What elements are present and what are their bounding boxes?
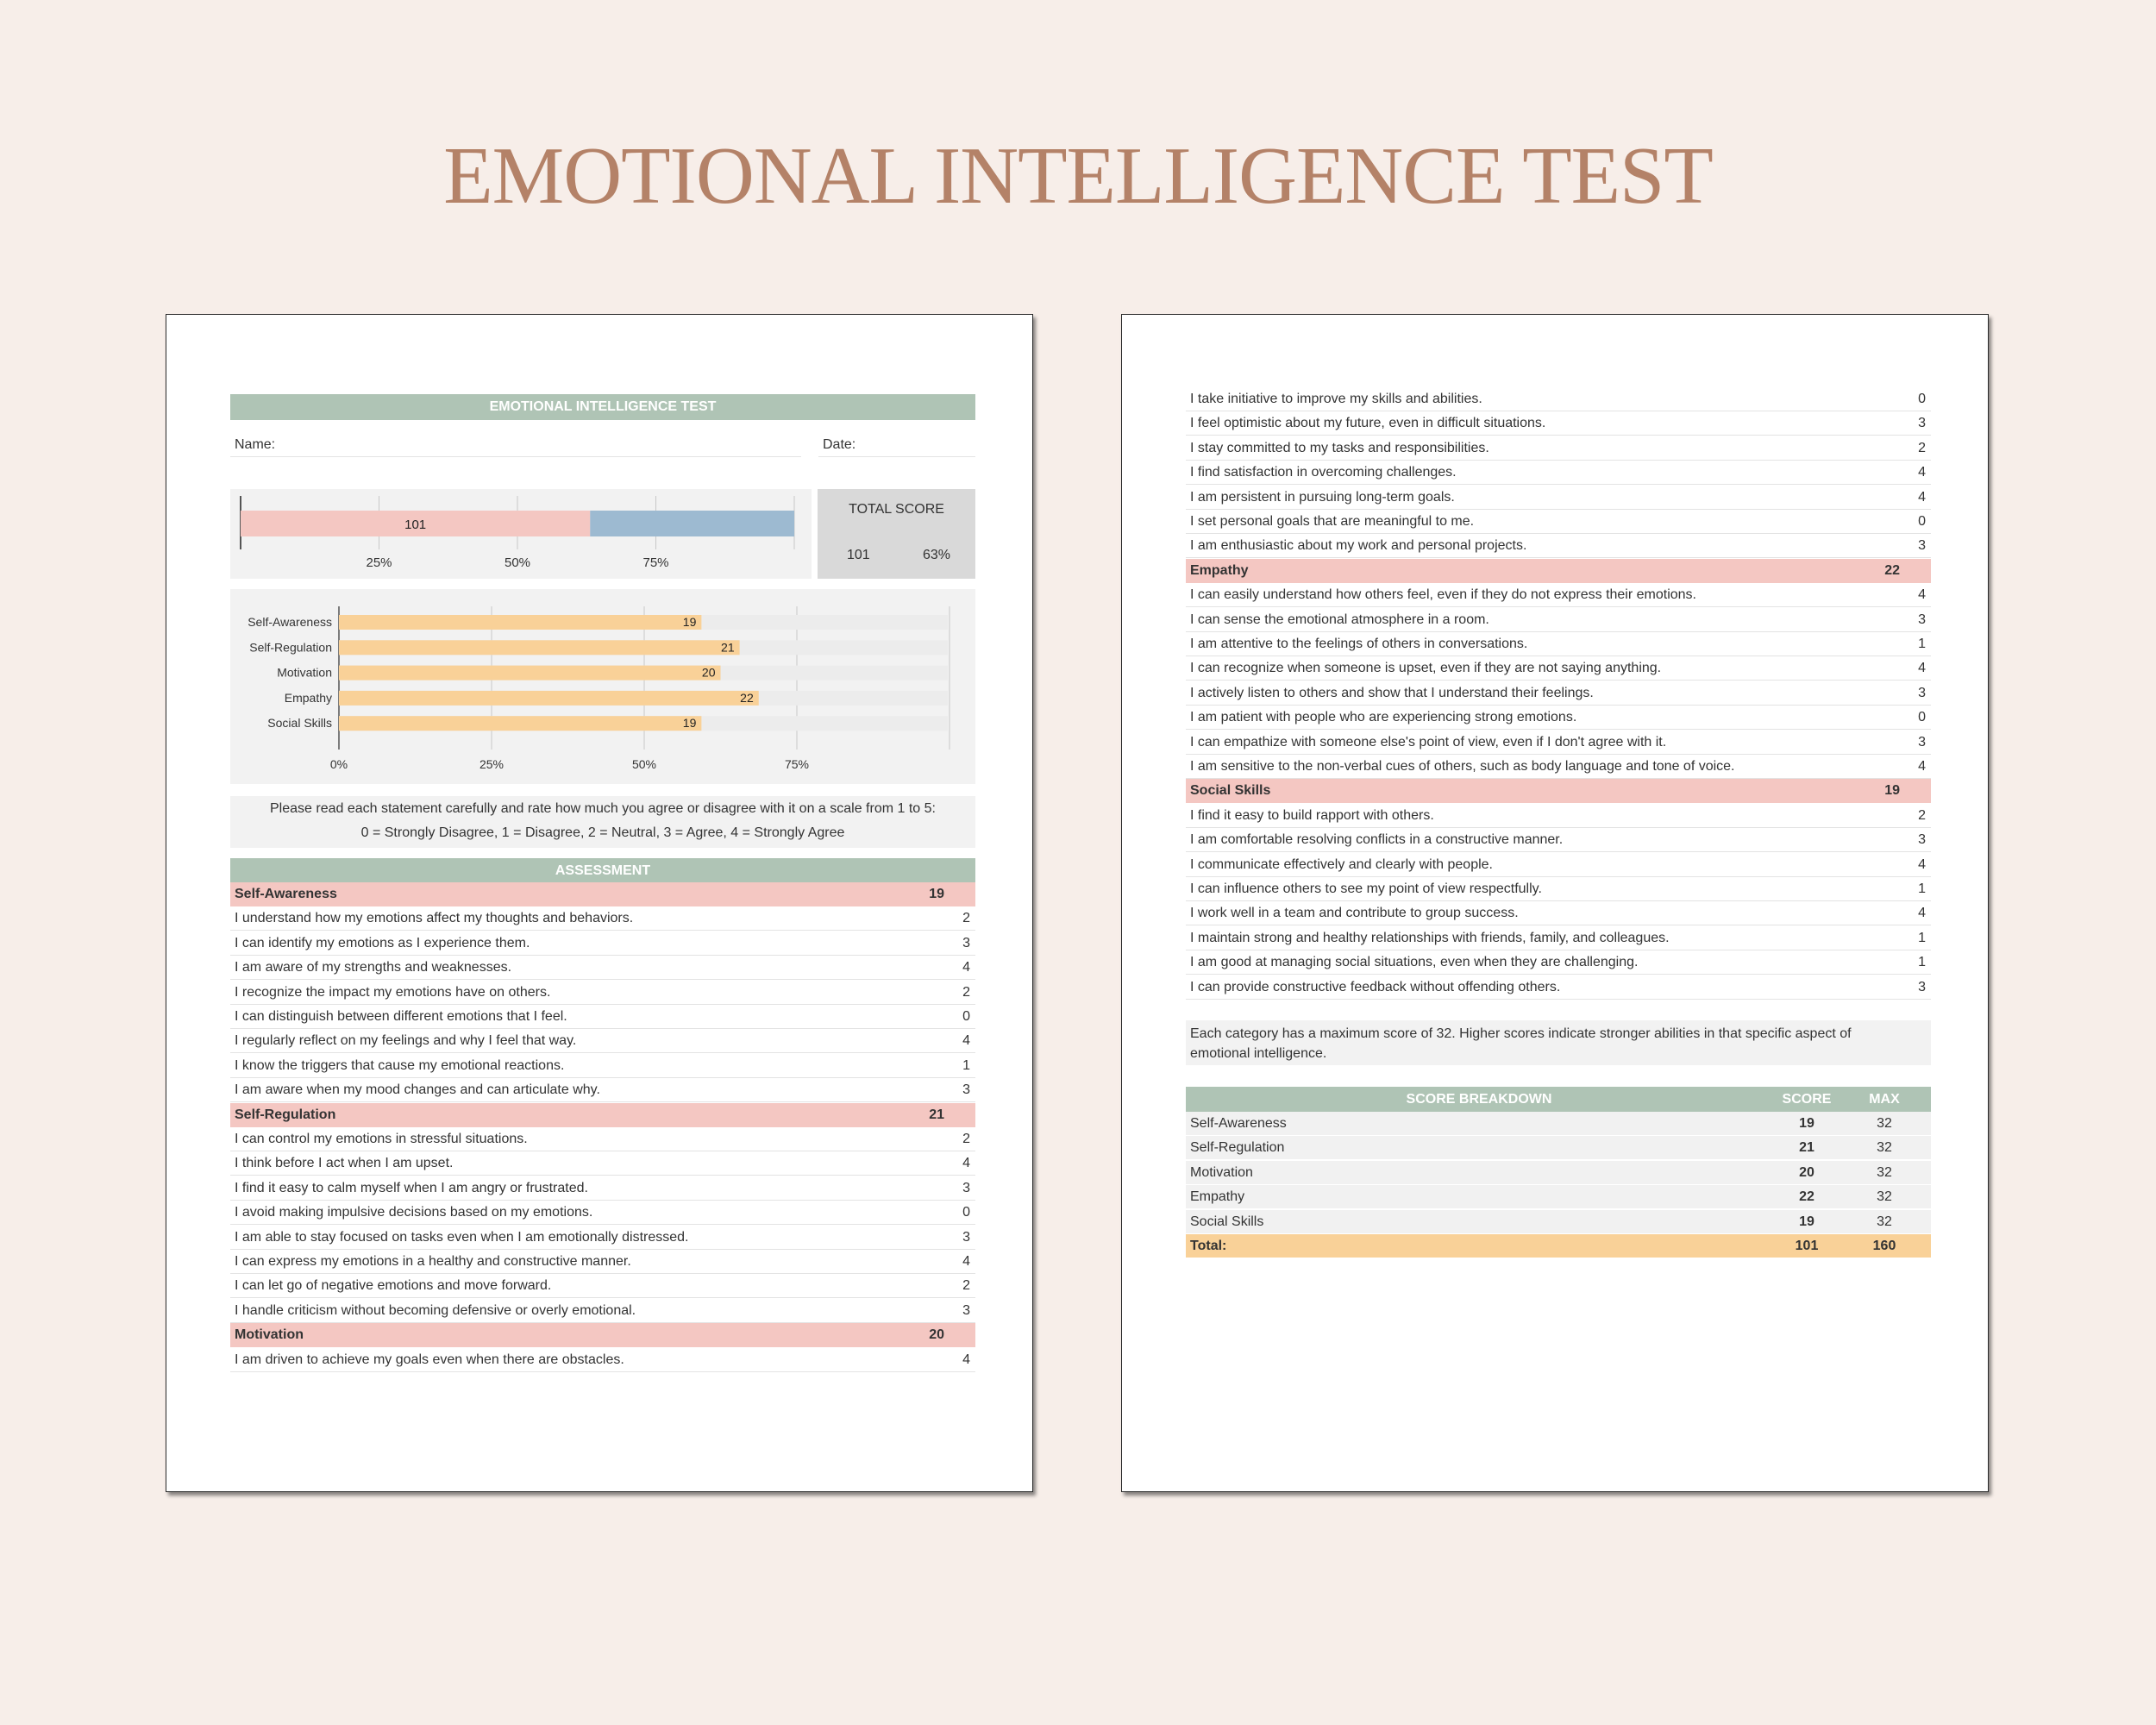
statement-row [1186,853,1931,877]
tick-label: 25% [366,555,392,570]
statement-row [1186,656,1931,681]
statement-row [1186,632,1931,656]
breakdown-max: 32 [1877,1116,1892,1131]
breakdown-max: 32 [1877,1214,1892,1229]
breakdown-score: 19 [1799,1214,1814,1229]
statement-text: I am aware when my mood changes and can articulate why. [235,1082,600,1098]
total-score-label: TOTAL SCORE [849,502,944,517]
statement-row [230,1127,975,1151]
statement-text: I find satisfaction in overcoming challenges. [1190,465,1457,480]
statement-row [1186,706,1931,730]
score-note: Each category has a maximum score of 32. Higher scores indicate stronger abilities in that specific aspect of emotional intelligence. [1190,1026,1852,1061]
category-bar [339,615,701,630]
breakdown-title: SCORE BREAKDOWN [1406,1092,1552,1107]
statement-rating[interactable]: 0 [962,1205,970,1220]
breakdown-total-row [1186,1234,1931,1258]
statement-rating[interactable]: 3 [1918,538,1926,554]
statement-row [230,1029,975,1053]
category-row [230,1103,975,1127]
statement-rating[interactable]: 2 [962,1278,970,1294]
category-label: Social Skills [267,716,332,731]
statement-row [1186,828,1931,852]
statement-rating[interactable]: 3 [962,1180,970,1195]
statement-text: I can sense the emotional atmosphere in a room. [1190,612,1489,627]
statement-rating[interactable]: 1 [1918,881,1926,896]
note-box [1186,1020,1931,1065]
category-row [1186,779,1931,803]
statement-row [1186,583,1931,607]
statement-rating[interactable]: 4 [1918,856,1926,872]
statement-text: I handle criticism without becoming defensive or overly emotional. [235,1302,636,1318]
statement-row [230,1299,975,1323]
statement-rating[interactable]: 2 [962,984,970,1000]
main-title: EMOTIONAL INTELLIGENCE TEST [443,131,1713,221]
statement-text: I am sensitive to the non-verbal cues of others, such as body language and tone of voice. [1190,759,1735,774]
breakdown-score: 22 [1799,1189,1814,1205]
category-label: Motivation [277,665,332,680]
statement-rating[interactable]: 0 [1918,514,1926,529]
breakdown-total-score: 101 [1795,1239,1819,1253]
tick-label: 25% [479,757,505,771]
category-bar [339,691,759,706]
data-label: 20 [701,665,716,680]
statement-row [1186,461,1931,485]
statement-text: I know the triggers that cause my emotional reactions. [235,1057,565,1073]
statement-rating[interactable]: 2 [962,911,970,926]
statement-rating[interactable]: 0 [1918,392,1926,406]
tick-label: 0% [329,757,348,771]
statement-text: I feel optimistic about my future, even in difficult situations. [1190,416,1546,431]
statement-text: I am good at managing social situations, even when they are challenging. [1190,955,1639,970]
statement-row [1186,901,1931,925]
statement-row [230,1054,975,1078]
statement-rating[interactable]: 3 [962,1302,970,1318]
statement-text: I find it easy to calm myself when I am angry or frustrated. [235,1180,588,1195]
statement-row [230,1151,975,1176]
statement-text: I can provide constructive feedback without offending others. [1190,979,1561,994]
statement-rating[interactable]: 0 [1918,710,1926,725]
statement-row [1186,608,1931,632]
statement-rating[interactable]: 4 [962,960,970,975]
statement-text: I can distinguish between different emotions that I feel. [235,1009,567,1024]
category-bar [339,716,701,731]
sheet-title: EMOTIONAL INTELLIGENCE TEST [230,394,975,420]
statement-row [230,932,975,956]
statement-text: I am enthusiastic about my work and personal projects. [1190,538,1527,554]
breakdown-category: Self-Regulation [1190,1140,1285,1156]
statement-text: I stay committed to my tasks and responsibilities. [1190,440,1489,455]
breakdown-total-max: 160 [1872,1239,1896,1253]
instructions-box [230,796,975,848]
data-label: 21 [721,640,735,655]
statement-text: I maintain strong and healthy relationships with friends, family, and colleagues. [1190,930,1670,945]
statement-text: I can easily understand how others feel, even if they do not express their emotions. [1190,587,1696,603]
statement-text: I can let go of negative emotions and move forward. [235,1278,552,1294]
category-name: Self-Regulation [235,1107,336,1122]
statement-rating[interactable]: 1 [1918,930,1926,945]
total-score-value: 101 [847,548,870,562]
category-score: 22 [1884,562,1900,578]
breakdown-row [1186,1112,1931,1136]
statement-rating[interactable]: 4 [1918,661,1926,676]
statement-row [1186,877,1931,901]
total-score-chart [230,489,812,579]
category-chart-box [230,589,975,784]
statement-rating[interactable]: 3 [962,935,970,950]
tick-label: 75% [642,555,669,570]
name-label: Name: [235,437,276,452]
statement-text: I find it easy to build rapport with others. [1190,807,1434,823]
category-name: Motivation [235,1327,304,1343]
statement-row [230,1005,975,1029]
category-score: 19 [1884,783,1900,799]
category-chart [230,589,975,784]
statement-row [1186,926,1931,950]
statement-rating[interactable]: 3 [1918,979,1926,994]
category-score: 21 [929,1107,944,1122]
instructions-line-1: Please read each statement carefully and rate how much you agree or disagree with it on a scale from 1 to 5: [270,801,936,816]
statement-rating[interactable]: 4 [962,1352,970,1367]
statement-rating[interactable]: 4 [1918,489,1926,505]
statement-text: I am aware of my strengths and weaknesses. [235,960,512,975]
tick-label: 50% [504,555,531,570]
statement-text: I can influence others to see my point of view respectfully. [1190,881,1542,896]
statement-rating[interactable]: 3 [1918,832,1926,848]
statement-text: I am attentive to the feelings of others in conversations. [1190,637,1528,651]
statement-text: I recognize the impact my emotions have on others. [235,984,551,1000]
statement-text: I am patient with people who are experiencing strong emotions. [1190,710,1577,725]
statement-row [230,981,975,1005]
statement-text: I take initiative to improve my skills and abilities. [1190,392,1482,406]
statement-rating[interactable]: 2 [1918,440,1926,455]
breakdown-max: 32 [1877,1140,1892,1156]
category-bar [339,640,740,655]
tick-label: 75% [784,757,810,771]
date-label: Date: [823,437,856,452]
breakdown-category: Social Skills [1190,1214,1264,1229]
category-label: Empathy [284,690,332,705]
statement-rating[interactable]: 4 [1918,906,1926,921]
breakdown-header [1186,1087,1931,1112]
breakdown-row [1186,1210,1931,1234]
category-bar [339,666,721,681]
total-bar-label: 101 [404,518,427,532]
statement-row [230,906,975,931]
data-label: 22 [740,690,754,705]
statement-rating[interactable]: 3 [962,1229,970,1245]
breakdown-total-label: Total: [1190,1239,1227,1253]
category-name: Social Skills [1190,783,1271,799]
statement-row [230,1348,975,1372]
statement-row [230,1176,975,1201]
statement-row [1186,975,1931,1000]
statement-row [1186,510,1931,534]
statement-text: I can express my emotions in a healthy and constructive manner. [235,1254,631,1269]
statement-rating[interactable]: 1 [1918,955,1926,970]
data-label: 19 [682,615,697,629]
statement-rating[interactable]: 2 [962,1132,970,1146]
statement-text: I understand how my emotions affect my thoughts and behaviors. [235,911,634,926]
statement-text: I am able to stay focused on tasks even when I am emotionally distressed. [235,1229,689,1245]
statement-row [1186,486,1931,510]
breakdown-max: 32 [1877,1164,1892,1180]
total-score-box [818,489,975,579]
statement-text: I actively listen to others and show that I understand their feelings. [1190,685,1594,700]
data-label: 19 [682,716,697,731]
statement-rating[interactable]: 3 [1918,734,1926,750]
statement-row [1186,731,1931,755]
breakdown-score: 19 [1799,1116,1814,1131]
statement-rating[interactable]: 4 [962,1156,970,1171]
date-field[interactable] [818,423,975,457]
statement-rating[interactable]: 3 [1918,612,1926,627]
statement-row [230,956,975,980]
statement-row [230,1274,975,1298]
breakdown-max: 32 [1877,1189,1892,1205]
category-row [230,882,975,906]
statement-row [1186,387,1931,411]
breakdown-score: 20 [1799,1164,1814,1180]
statement-text: I think before I act when I am upset. [235,1156,454,1171]
statement-rating[interactable]: 0 [962,1009,970,1024]
statement-rating[interactable]: 1 [1918,637,1926,651]
statement-rating[interactable]: 3 [1918,416,1926,431]
statement-rating[interactable]: 4 [1918,465,1926,480]
breakdown-category: Motivation [1190,1164,1253,1180]
statement-text: I can control my emotions in stressful situations. [235,1132,528,1146]
breakdown-row [1186,1136,1931,1160]
statement-row [1186,950,1931,975]
breakdown-score-label: SCORE [1782,1092,1832,1107]
category-name: Empathy [1190,562,1249,578]
assessment-header: ASSESSMENT [230,858,975,883]
category-row [230,1323,975,1347]
statement-rating[interactable]: 4 [1918,587,1926,603]
category-row [1186,559,1931,583]
total-score-chart-box [230,489,812,579]
category-score: 20 [929,1327,944,1343]
sheet-page-2 [1121,314,1989,1492]
statement-rating[interactable]: 4 [962,1033,970,1049]
statement-row [1186,534,1931,558]
breakdown-score: 21 [1799,1140,1814,1156]
statement-text: I communicate effectively and clearly with people. [1190,856,1493,872]
statement-text: I set personal goals that are meaningful to me. [1190,514,1475,529]
statement-text: I avoid making impulsive decisions based on my emotions. [235,1205,593,1220]
statement-text: I am comfortable resolving conflicts in a constructive manner. [1190,832,1564,848]
statement-text: I regularly reflect on my feelings and why I feel that way. [235,1033,577,1049]
statement-rating[interactable]: 2 [1918,807,1926,823]
statement-text: I work well in a team and contribute to group success. [1190,906,1519,921]
statement-row [230,1250,975,1274]
statement-row [1186,411,1931,436]
category-name: Self-Awareness [235,887,337,901]
statement-row [1186,436,1931,461]
tick-label: 50% [631,757,657,771]
name-field[interactable] [230,423,801,457]
statement-row [1186,755,1931,779]
statement-text: I can recognize when someone is upset, even if they are not saying anything. [1190,661,1662,676]
statement-row [1186,804,1931,828]
total-score-percent: 63% [923,548,951,562]
statement-row [230,1078,975,1102]
statement-text: I am driven to achieve my goals even when there are obstacles. [235,1352,624,1367]
statement-rating[interactable]: 1 [962,1057,970,1073]
statement-row [1186,681,1931,706]
breakdown-max-label: MAX [1869,1092,1900,1107]
statement-rating[interactable]: 3 [1918,685,1926,700]
category-label: Self-Regulation [249,640,332,655]
statement-row [230,1226,975,1250]
statement-rating[interactable]: 4 [1918,759,1926,774]
statement-text: I can empathize with someone else's point of view, even if I don't agree with it. [1190,734,1667,750]
statement-rating[interactable]: 3 [962,1082,970,1098]
statement-row [230,1201,975,1225]
category-score: 19 [929,887,944,901]
statement-text: I am persistent in pursuing long-term goals. [1190,489,1455,505]
total-bar-segment [590,511,794,536]
instructions-line-2: 0 = Strongly Disagree, 1 = Disagree, 2 = Neutral, 3 = Agree, 4 = Strongly Agree [360,825,845,840]
statement-rating[interactable]: 4 [962,1254,970,1269]
breakdown-category: Self-Awareness [1190,1116,1287,1131]
breakdown-row [1186,1185,1931,1209]
breakdown-row [1186,1161,1931,1185]
breakdown-category: Empathy [1190,1189,1245,1205]
sheet-page-1 [166,314,1033,1492]
statement-text: I can identify my emotions as I experience them. [235,935,530,950]
category-label: Self-Awareness [248,615,332,629]
